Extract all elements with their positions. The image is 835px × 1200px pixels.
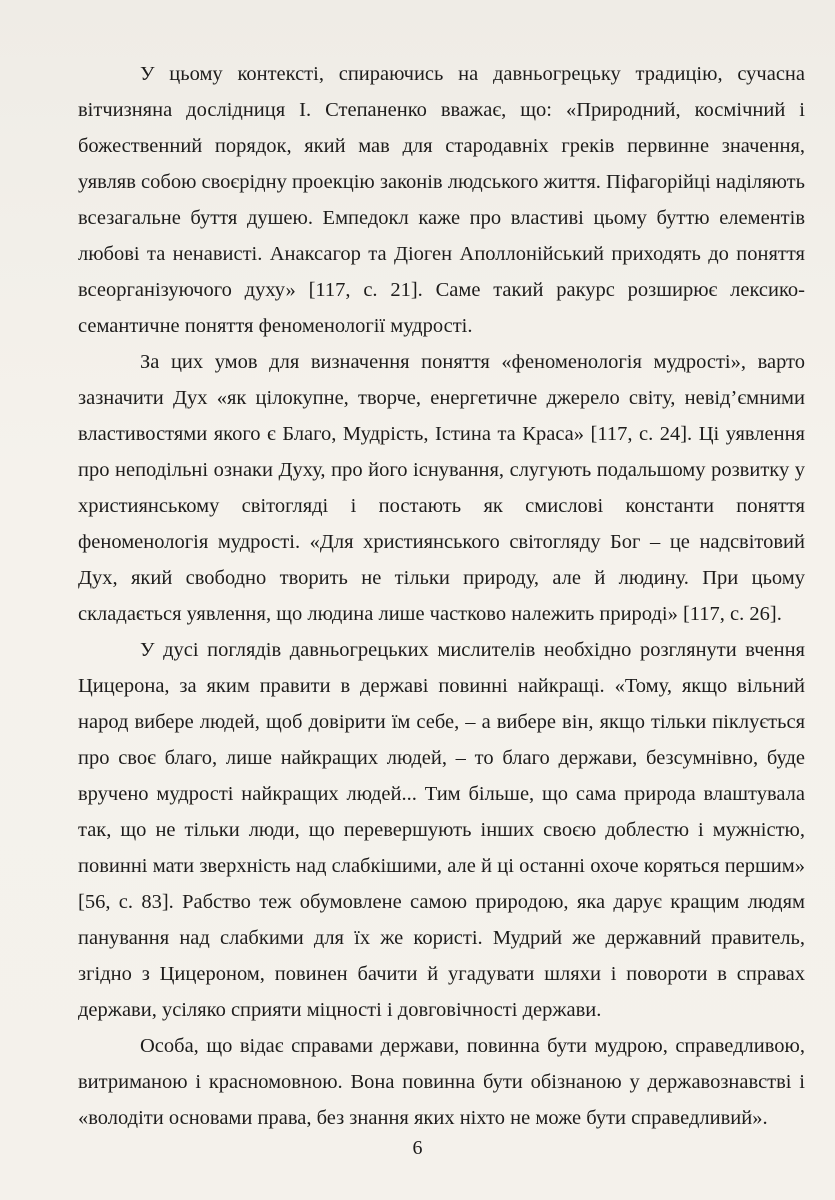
document-body <box>78 56 805 1136</box>
paragraph-1: У цьому контексті, спираючись на давньогрецьку традицію, сучасна вітчизняна дослідниця І. Степаненко вважає, що: «Природний, космічний і божественний порядок, який мав для стародавніх греків первинне значення, уявляв собою своєрідну проекцію законів людського життя. Піфагорійці наділяють всезагальне буття душею. Емпедокл каже про властиві цьому буттю елементів любові та ненависті. Анаксагор та Діоген Аполлонійський приходять до поняття всеорганізуючого духу» [117, с. 21]. Саме такий ракурс розширює лексико-семантичне поняття феноменології мудрості. <box>78 63 805 337</box>
paragraph-4: Особа, що відає справами держави, повинна бути мудрою, справедливою, витриманою і красномовною. Вона повинна бути обізнаною у державознавстві і «володіти основами права, без знання яких ніхто не може бути справедливий». <box>78 1035 805 1129</box>
paragraph-3: У дусі поглядів давньогрецьких мислителів необхідно розглянути вчення Цицерона, за яким правити в державі повинні найкращі. «Тому, якщо вільний народ вибере людей, щоб довірити їм себе, – а вибере він, якщо тільки піклується про своє благо, лише найкращих людей, – то благо держави, безсумнівно, буде вручено мудрості найкращих людей... Тим більше, що сама природа влаштувала так, що не тільки люди, що перевершують інших своєю доблестю і мужністю, повинні мати зверхність над слабкішими, але й ці останні охоче коряться першим» [56, с. 83]. Рабство теж обумовлене самою природою, яка дарує кращим людям панування над слабкими для їх же користі. Мудрий же державний правитель, згідно з Цицероном, повинен бачити й угадувати шляхи і повороти в справах держави, усіляко сприяти міцності і довговічності держави. <box>78 639 805 1021</box>
paragraph-2: За цих умов для визначення поняття «феноменологія мудрості», варто зазначити Дух «як цілокупне, творче, енергетичне джерело світу, невід’ємними властивостями якого є Благо, Мудрість, Істина та Краса» [117, с. 24]. Ці уявлення про неподільні ознаки Духу, про його існування, слугують подальшому розвитку у християнському світогляді і постають як смислові константи поняття феноменологія мудрості. «Для християнського світогляду Бог – це надсвітовий Дух, який свободно творить не тільки природу, але й людину. При цьому складається уявлення, що людина лише частково належить природі» [117, с. 26]. <box>78 351 805 625</box>
page-number: 6 <box>412 1137 423 1159</box>
